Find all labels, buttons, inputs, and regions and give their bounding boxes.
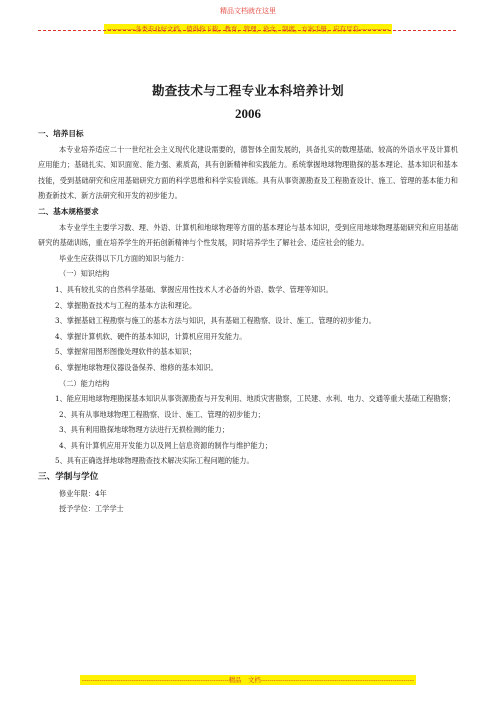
knowledge-item: 3、掌握基础工程勘察与施工的基本方法与知识，具有基础工程勘察、设计、施工、管理的初步能力。 bbox=[55, 316, 376, 326]
ability-heading: （二）能力结构 bbox=[59, 378, 110, 388]
document-year: 2006 bbox=[235, 106, 261, 121]
duration-years: 修业年限：4年 bbox=[59, 488, 107, 498]
degree-awarded: 授予学位：工学学士 bbox=[59, 504, 124, 514]
banner-title: 精品文档就在这里 bbox=[220, 7, 276, 15]
knowledge-item: 2、掌握勘查技术与工程的基本方法和理论。 bbox=[55, 300, 197, 310]
footer-text: --------------------------------------------------------------------精品 文档----------------------------------------------------------------------- bbox=[81, 676, 415, 684]
knowledge-item: 6、掌握地球物理仪器设备保养、维修的基本知识。 bbox=[55, 362, 218, 372]
banner-divider bbox=[38, 30, 456, 31]
section-heading-goals: 一、培养目标 bbox=[38, 129, 84, 138]
ability-item: 3、具有利用勘探地球物理方法进行无损检测的能力； bbox=[59, 425, 229, 435]
ability-item: 2、具有从事地球物理工程勘察、设计、施工、管理的初步能力； bbox=[59, 409, 265, 419]
ability-item: 5、具有正确选择地球物理勘查技术解决实际工程问题的能力。 bbox=[55, 456, 254, 466]
ability-item: 4、具有计算机应用开发能力以及网上信息资源的制作与维护能力； bbox=[59, 440, 273, 450]
section-heading-requirements: 二、基本规格要求 bbox=[38, 206, 99, 216]
requirements-paragraph: 本专业学生主要学习数、理、外语、计算机和地球物理等方面的基本理论与基本知识，受到应用地球物理基础研究和应用基础研究的基础训练，重在培养学生的开拓创新精神与个性发展，同时培养学生了解社会、适应社会的能力。 bbox=[38, 222, 458, 248]
requirements-intro: 毕业生应获得以下几方面的知识与能力： bbox=[59, 253, 189, 263]
document-body bbox=[38, 126, 458, 517]
knowledge-item: 5、掌握常用图形图像处理软件的基本知识； bbox=[55, 347, 197, 357]
ability-item: 1、能应用地球物理勘探基本知识从事资源勘查与开发利用、地质灾害勘察，工民建、水利、电力、交通等重大基础工程勘察； bbox=[55, 394, 455, 404]
knowledge-item: 4、掌握计算机软、硬件的基本知识，计算机应用开发能力。 bbox=[55, 331, 247, 341]
knowledge-item: 1、具有较扎实的自然科学基础、掌握应用性技术人才必备的外语、数学、管理等知识。 bbox=[55, 284, 333, 294]
document-title: 勘查技术与工程专业本科培养计划 bbox=[151, 83, 344, 98]
goals-paragraph: 本专业培养适应二十一世纪社会主义现代化建设需要的，德智体全面发展的，具备扎实的数理基础、较高的外语水平及计算机应用能力；基础扎实、知识面宽、能力强、素质高，具有创新精神和实践能力。系统掌握地球物理勘探的基本理论、基本知识和基本技能，受到基础研究和应用基础研究方面的科学思维和科学实验训练。具有从事资源勘查及工程勘查设计、施工、管理的基本能力和勘查新技术、新方法研究和开发的初步能力。 bbox=[38, 144, 458, 201]
knowledge-heading: （一）知识结构 bbox=[59, 269, 110, 279]
section-heading-duration: 三、学制与学位 bbox=[38, 472, 99, 483]
footer-banner bbox=[0, 667, 496, 686]
banner-slogan: -------------各类专业好文档，值得你下载，教育，管理，论文，制度，方案手册，应有尽有-------------- bbox=[104, 24, 392, 34]
